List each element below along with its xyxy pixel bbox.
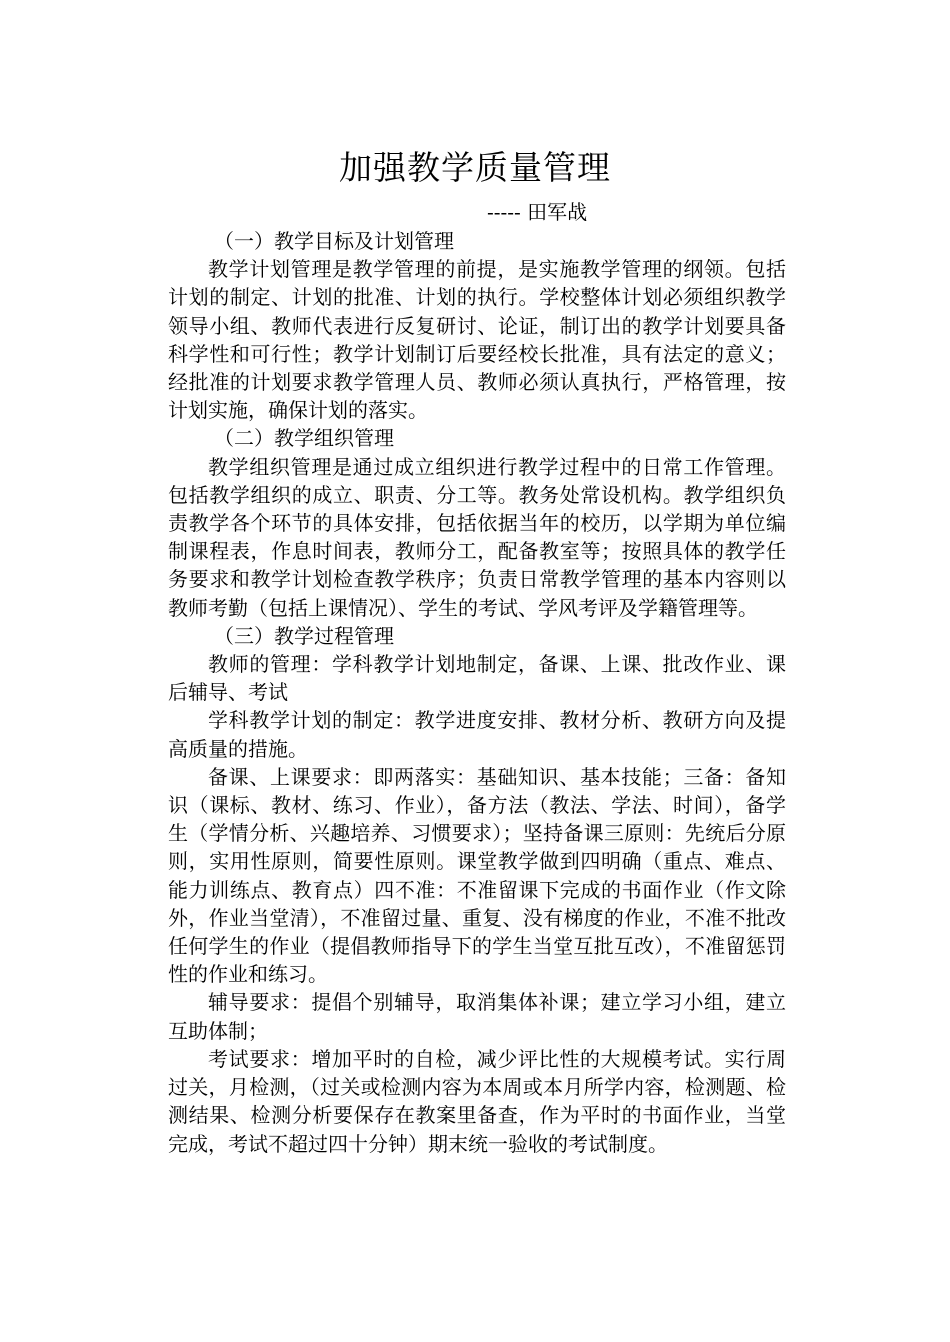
paragraph-organization-management: 教学组织管理是通过成立组织进行教学过程中的日常工作管理。包括教学组织的成立、职责、分工等。教务处常设机构。教学组织负责教学各个环节的具体安排，包括依据当年的校历，以学期为单位编制课程表，作息时间表，教师分工，配备教室等；按照具体的教学任务要求和教学计划检查教学秩序；负责日常教学管理的基本内容则以教师考勤（包括上课情况）、学生的考试、学风考评及学籍管理等。 bbox=[168, 454, 786, 620]
paragraph-teacher-management: 教师的管理：学科教学计划地制定，备课、上课、批改作业、课后辅导、考试 bbox=[168, 652, 786, 705]
section-heading-1: （一）教学目标及计划管理 bbox=[214, 229, 454, 253]
document-author: ----- 田军战 bbox=[487, 200, 588, 224]
document-title: 加强教学质量管理 bbox=[339, 148, 611, 187]
section-heading-2: （二）教学组织管理 bbox=[214, 426, 394, 451]
paragraph-subject-plan: 学科教学计划的制定：教学进度安排、教材分析、教研方向及提高质量的措施。 bbox=[168, 708, 786, 761]
paragraph-tutoring-requirements: 辅导要求：提倡个别辅导，取消集体补课；建立学习小组，建立互助体制； bbox=[168, 990, 786, 1043]
paragraph-lesson-requirements: 备课、上课要求：即两落实：基础知识、基本技能；三备：备知识（课标、教材、练习、作业），备方法（教法、学法、时间），备学生（学情分析、兴趣培养、习惯要求）；坚持备课三原则：先统后分原则，实用性原则，简要性原则。课堂教学做到四明确（重点、难点、能力训练点、教育点）四不准：不准留课下完成的书面作业（作文除外，作业当堂清），不准留过量、重复、没有梯度的作业，不准不批改任何学生的作业（提倡教师指导下的学生当堂互批互改），不准留惩罚性的作业和练习。 bbox=[168, 764, 786, 987]
section-heading-3: （三）教学过程管理 bbox=[214, 623, 394, 648]
paragraph-plan-management: 教学计划管理是教学管理的前提，是实施教学管理的纲领。包括计划的制定、计划的批准、计划的执行。学校整体计划必须组织教学领导小组、教师代表进行反复研讨、论证，制订出的教学计划要具备科学性和可行性；教学计划制订后要经校长批准，具有法定的意义；经批准的计划要求教学管理人员、教师必须认真执行，严格管理，按计划实施，确保计划的落实。 bbox=[168, 257, 786, 423]
paragraph-exam-requirements: 考试要求：增加平时的自检，减少评比性的大规模考试。实行周过关，月检测，（过关或检测内容为本周或本月所学内容，检测题、检测结果、检测分析要保存在教案里备查，作为平时的书面作业，当堂完成，考试不超过四十分钟）期末统一验收的考试制度。 bbox=[168, 1046, 786, 1156]
document-body bbox=[168, 227, 786, 1158]
